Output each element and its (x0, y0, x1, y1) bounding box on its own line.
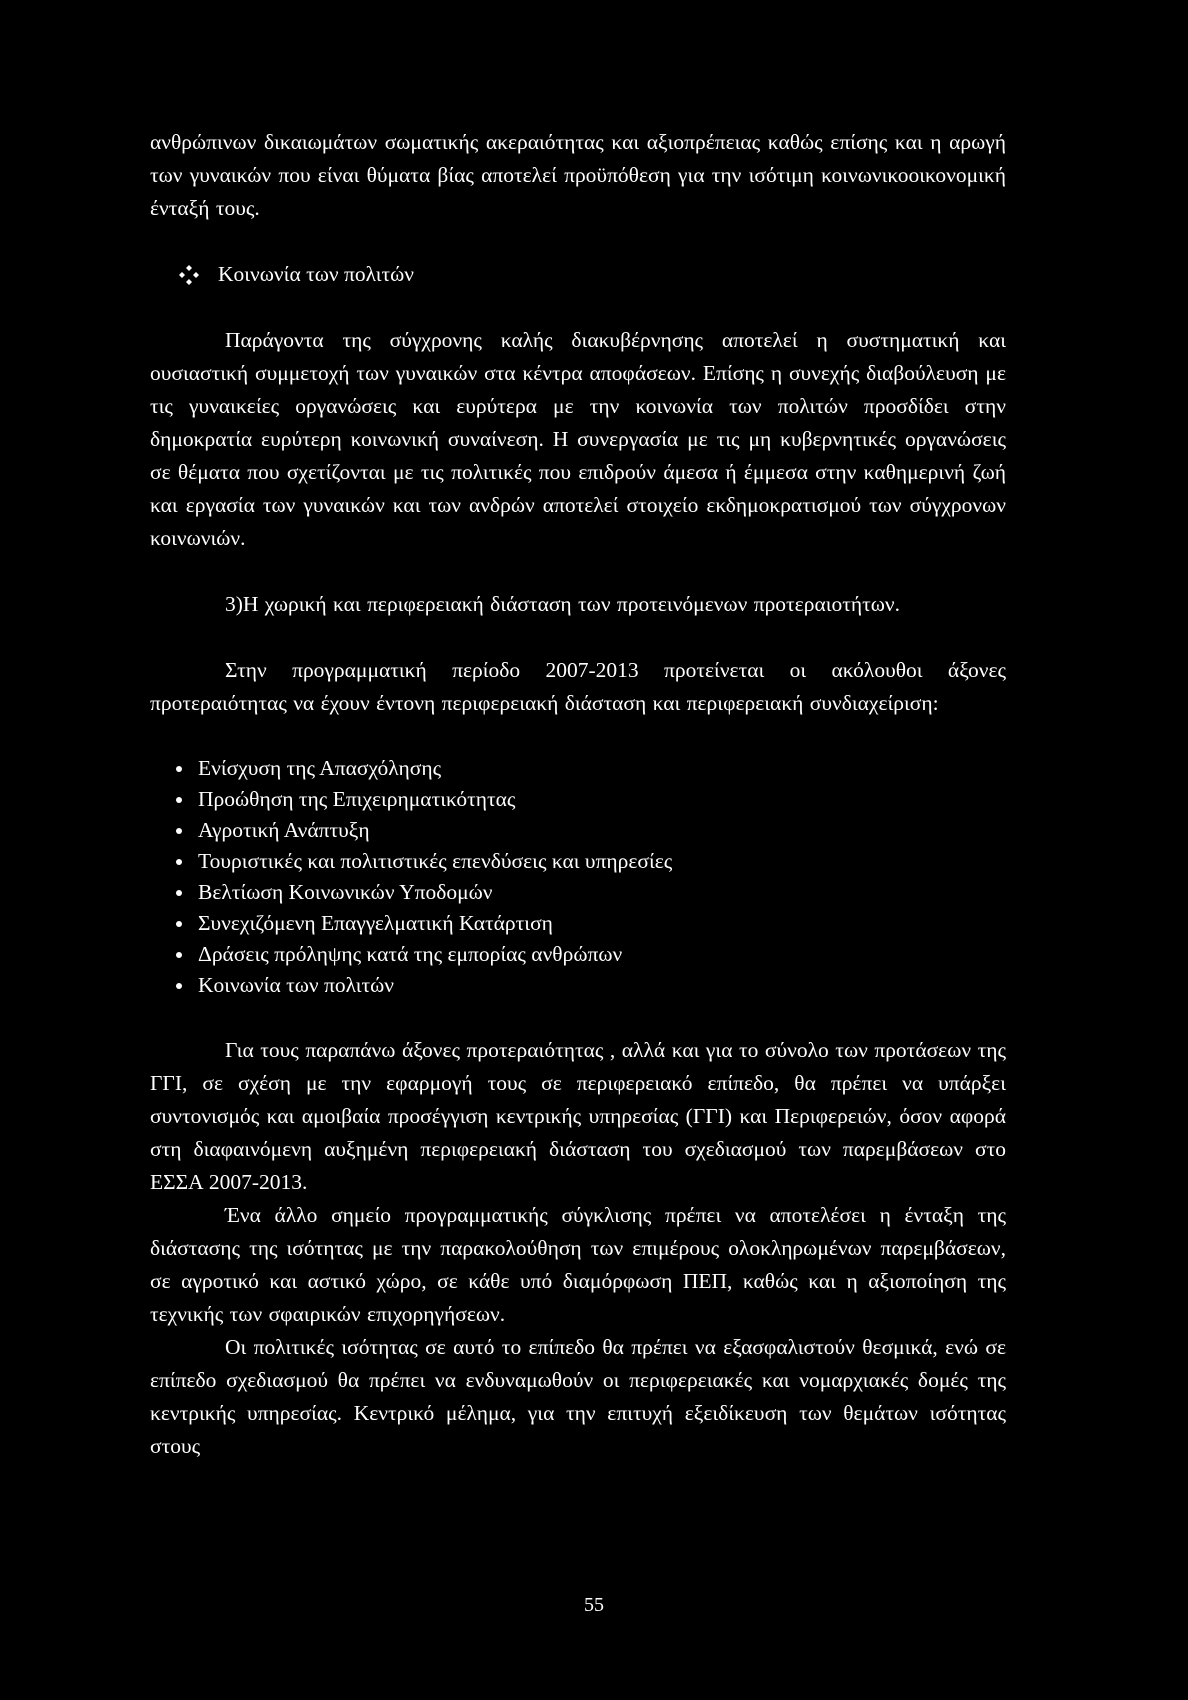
paragraph-5: Για τους παραπάνω άξονες προτεραιότητας , αλλά και για το σύνολο των προτάσεων της ΓΓΙ, σε σχέση με την εφαρμογή τους σε περιφερειακό επίπεδο, θα πρέπει να υπάρξει συντονισμός και αμοιβαία προσέγγιση κεντρικής υπηρεσίας (ΓΓΙ) και Περιφερειών, όσον αφορά στη διαφαινόμενη αυξημένη περιφερειακή διάσταση του σχεδιασμού των παρεμβάσεων στο ΕΣΣΑ 2007-2013. (150, 1038, 1006, 1194)
paragraph-7: Οι πολιτικές ισότητας σε αυτό το επίπεδο θα πρέπει να εξασφαλιστούν θεσμικά, ενώ σε επίπεδο σχεδιασμού θα πρέπει να ενδυναμωθούν οι περιφερειακές και νομαρχιακές δομές της κεντρικής υπηρεσίας. Κεντρικό μέλημα, για την επιτυχή εξειδίκευση των θεμάτων ισότητας στους (150, 1335, 1006, 1458)
list-item: Κοινωνία των πολιτών (176, 970, 1006, 1001)
list-item: Ενίσχυση της Απασχόλησης (176, 753, 1006, 784)
priorities-list (150, 753, 1006, 1001)
section-heading-text: Κοινωνία των πολιτών (218, 262, 415, 286)
page-number: 55 (584, 1594, 604, 1616)
document-page (150, 126, 1006, 1463)
paragraph-4: Στην προγραμματική περίοδο 2007-2013 προτείνεται οι ακόλουθοι άξονες προτεραιότητας να έχουν έντονη περιφερειακή διάσταση και περιφερειακή συνδιαχείριση: (150, 658, 1006, 715)
paragraph-1: ανθρώπινων δικαιωμάτων σωματικής ακεραιότητας και αξιοπρέπειας καθώς επίσης και η αρωγή των γυναικών που είναι θύματα βίας αποτελεί προϋπόθεση για την ισότιμη κοινωνικοοικονομική ένταξή τους. (150, 130, 1006, 220)
list-item: Τουριστικές και πολιτιστικές επενδύσεις και υπηρεσίες (176, 846, 1006, 877)
list-item: Προώθηση της Επιχειρηματικότητας (176, 784, 1006, 815)
section-heading (150, 258, 1006, 291)
paragraph-6: Ένα άλλο σημείο προγραμματικής σύγκλισης πρέπει να αποτελέσει η ένταξη της διάστασης της ισότητας με την παρακολούθηση των επιμέρους ολοκληρωμένων παρεμβάσεων, σε αγροτικό και αστικό χώρο, σε κάθε υπό διαμόρφωση ΠΕΠ, καθώς και η αξιοποίηση της τεχνικής των σφαιρικών επιχορηγήσεων. (150, 1203, 1006, 1326)
list-item: Δράσεις πρόληψης κατά της εμπορίας ανθρώπων (176, 939, 1006, 970)
paragraph-3-heading: 3)Η χωρική και περιφερειακή διάσταση των προτεινόμενων προτεραιοτήτων. (225, 592, 901, 616)
paragraph-2: Παράγοντα της σύγχρονης καλής διακυβέρνησης αποτελεί η συστηματική και ουσιαστική συμμετοχή των γυναικών στα κέντρα αποφάσεων. Επίσης η συνεχής διαβούλευση με τις γυναικείες οργανώσεις και ευρύτερα με την κοινωνία των πολιτών προσδίδει στην δημοκρατία ευρύτερη κοινωνική συναίνεση. Η συνεργασία με τις μη κυβερνητικές οργανώσεις σε θέματα που σχετίζονται με τις πολιτικές που επιδρούν άμεσα ή έμμεσα στην καθημερινή ζωή και εργασία των γυναικών και των ανδρών αποτελεί στοιχείο εκδημοκρατισμού των σύγχρονων κοινωνιών. (150, 328, 1006, 550)
list-item: Αγροτική Ανάπτυξη (176, 815, 1006, 846)
list-item: Βελτίωση Κοινωνικών Υποδομών (176, 877, 1006, 908)
four-diamond-bullet-icon (178, 264, 200, 286)
list-item: Συνεχιζόμενη Επαγγελματική Κατάρτιση (176, 908, 1006, 939)
